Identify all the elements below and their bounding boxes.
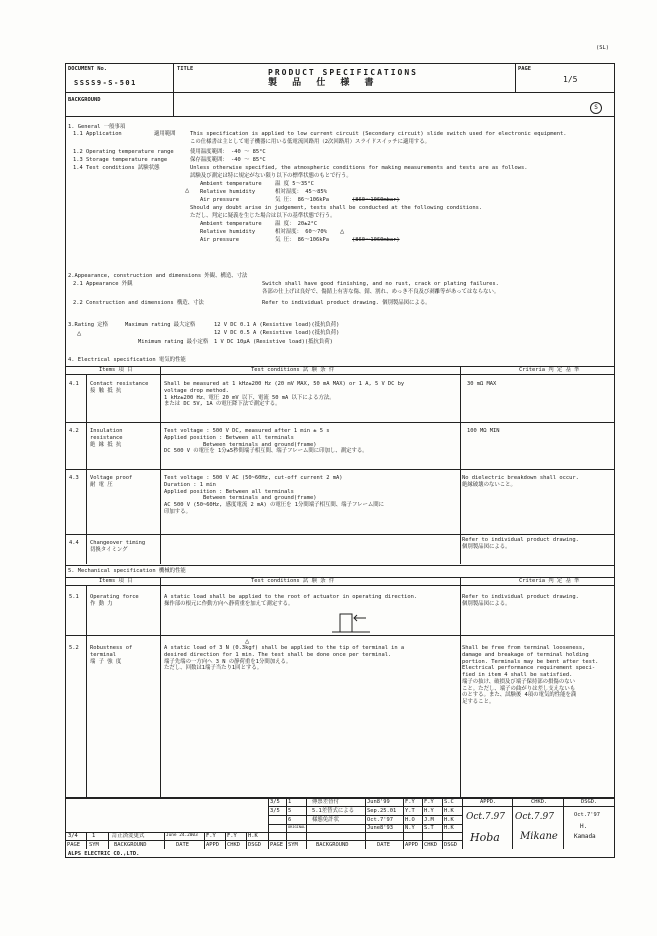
storage-label: 1.3 Storage temperature range [73,157,168,163]
revision-col-line [225,832,226,849]
appearance-text1: Switch shall have good finishing, and no rust, crack or plating failures. [262,281,499,287]
dsgd-initial: H. [580,823,588,830]
revision-col-line [164,832,165,849]
electrical-row-divider [65,469,614,470]
dsgd-name: Kamada [574,833,596,840]
rev-col-bg: BACKGROUND [316,842,349,848]
application-jp: この仕様書は主として電子機器に用いる低電流回路用（2次回路用）スライドスイッチに適用する。 [190,139,431,145]
row-no: 5.2 [69,645,79,651]
company-name: ALPS ELECTRIC CO.,LTD. [68,851,140,857]
doubt-text1: Should any doubt arise in judgement, tests shall be conducted at the following conditions. [190,205,483,211]
rev-col-appd: APPD [206,842,219,848]
rev-sym: 5 [288,808,292,814]
appd-signature: Hoba [470,831,500,844]
mechanical-col-criteria: Criteria 判 定 基 準 [519,578,580,584]
revision-col-line [442,797,443,849]
electrical-col-criteria: Criteria 判 定 基 準 [519,367,580,373]
mechanical-col-items: Items 項 目 [99,578,133,584]
min-rating-label: Minimum rating 最小定格 [138,339,209,345]
appd-label: APPD. [480,799,497,805]
rev-sym: 6 [288,817,292,823]
humidity2-label: Relative humidity [200,229,256,235]
rev-col-sym: SYM [288,842,298,848]
rev-col-dsgd: DSGD [444,842,457,848]
appd-date: Oct.7.97 [466,812,505,822]
row-test: Shall be measured at 1 kHz±200 Hz (20 mV MAX, 50 mA MAX) or 1 A, 5 V DC by voltage drop method. 1 kHz±200 Hz、電圧 20 mV 以下、電流 50 mA 以下による方法。 または DC 5V, 1A の電圧降下法で測定する。 [164,381,405,408]
title-jp: 製 品 仕 様 書 [268,78,380,88]
row-test: Test voltage : 500 V AC (50~60Hz, cut-off current 2 mA) Duration : 1 min Applied position : Between all terminals Between terminals and ground(frame) AC 500 V (50~60Hz, 感度電流 2 mA) の電圧を 1分間端子相互間、端子フレーム間に 印加する。 [164,475,385,515]
rev-date: June 24.2003 [166,833,198,838]
electrical-col-items: Items 項 目 [99,367,133,373]
rev-col-dsgd: DSGD [248,842,261,848]
ambient-value: 温 度 5～35°C [275,181,314,187]
dsgd-label: DSGD. [581,799,598,805]
rev-date: Sep.25.01 [367,808,397,814]
electrical-heading: 4. Electrical specification 電気的性能 [68,357,186,363]
test-cond-label: 1.4 Test conditions 試験状態 [73,165,160,171]
doc-no: SSSS9-S-501 [74,79,137,87]
rev-appd: F.Y [206,833,216,839]
max-rating-label: Maximum rating 最大定格 [125,322,196,328]
rev-sym: 1 [92,833,96,839]
row-test: A static load of 3 N (0.3kgf) shall be applied to the tip of terminal in a desired direction for 1 min. The test shall be done once per terminal. 端子先端の一方向へ 3 N の静荷重を1分間加える。 ただし、回数は1端子当たり1回とする。 [164,645,405,672]
mechanical-col-no [86,585,87,797]
revision-col-line [204,832,205,849]
electrical-row-divider [65,534,614,535]
mechanical-col-test: Test conditions 試 験 条 件 [251,578,335,584]
rev-col-chkd: CHKD [424,842,437,848]
humidity-label: Relative humidity [200,189,256,195]
rev-col-sym: SYM [89,842,99,848]
rev-appd: H.O [405,817,415,823]
rev-dsgd: H.K [248,833,258,839]
pressure-label: Air pressure [200,197,239,203]
pressure-struck: (860～1060mbar) [352,197,400,203]
pressure2-struck: (860～1060mbar) [352,237,400,243]
row-item: Voltage proof 耐 電 圧 [90,475,133,488]
rev-dsgd: H.K [444,808,454,814]
revision-col-line [108,832,109,849]
min-rating-line: 1 V DC 10μA (Resistive load)(抵抗負荷) [214,339,333,345]
revision-col-line [246,832,247,849]
dsgd-date: Oct.7'97 [574,812,600,818]
rev-bg: 訂正済変更式 [112,833,145,839]
rev-chkd: F.Y [424,799,434,805]
ambient-label: Ambient temperature [200,181,262,187]
rev-sym: ORIGINAL [288,825,306,829]
rev-date: June8'93 [367,825,393,831]
rating-label: 3.Rating 定格 [68,322,108,328]
chkd-signature: Mikane [520,831,558,842]
rev-col-page: PAGE [270,842,283,848]
doubt-text2: ただし、判定に疑義を生じた場合は以下の基準状態で行う。 [190,213,336,219]
rev-dsgd: H.K [444,817,454,823]
rev-bg: 傳票差替付 [312,799,339,805]
row-item: Robustness of terminal 端 子 強 度 [90,645,133,665]
application-jp-label: 適用範囲 [154,131,176,137]
max-rating-line2: 12 V DC 0.5 A (Resistive load)(抵抗負荷) [214,330,340,336]
revision-triangle-icon: △ [77,329,82,337]
construction-label: 2.2 Construction and dimensions 構造、寸法 [73,300,204,306]
pressure2-label: Air pressure [200,237,239,243]
header-page-divider [515,63,516,92]
row-test: A static load shall be applied to the root of actuator in operating direction. 操作部の根元に作動方向へ静荷重を加えて測定する。 [164,594,418,607]
chkd-date: Oct.7.97 [515,812,554,822]
rev-dsgd: S.C [444,799,454,805]
rev-bg: 5.1差替式による [312,808,355,814]
revision-col-line [306,797,307,849]
revision-col-line [268,797,269,849]
rev-col-date: DATE [176,842,189,848]
rev-sym: 1 [288,799,292,805]
revision-col-line [86,832,87,849]
appearance-heading: 2.Appearance, construction and dimensions 外観、構造、寸法 [68,273,248,279]
header-col-divider [173,63,174,116]
row-criteria: Refer to individual product drawing. 個別製品図による。 [462,537,579,550]
appearance-label: 2.1 Appearance 外観 [73,281,133,287]
general-heading: 1. General 一般事項 [68,124,126,130]
revision-top-line [65,797,614,798]
rev-appd: F.Y [405,799,415,805]
storage-value: 保存温度範囲： -40 ～ 85°C [190,157,266,163]
row-no: 4.4 [69,540,79,546]
electrical-row-divider [65,422,614,423]
rev-mark: 3/4 [68,833,78,839]
page-value: 1/5 [563,75,578,84]
op-temp-label: 1.2 Operating temperature range [73,149,174,155]
page-label: PAGE [518,66,531,72]
construction-text: Refer to individual product drawing. 個別製品図による。 [262,300,431,306]
op-temp-value: 使用温度範囲： -40 ～ 85°C [190,149,266,155]
pressure-value: 気 圧： 86～106kPa [275,197,330,203]
mechanical-row-divider [65,635,614,636]
mechanical-header-divider [65,585,614,586]
mechanical-col-test [460,577,461,797]
row-criteria: No dielectric breakdown shall occur. 絶縁破壊のないこと。 [462,475,579,488]
ambient2-label: Ambient temperature [200,221,262,227]
revision-triangle-icon: △ [340,227,345,235]
revision-col-line [365,797,366,849]
background-label: BACKGROUND [68,97,101,103]
max-rating-line1: 12 V DC 0.1 A (Resistive load)(抵抗負荷) [214,322,340,328]
rev-col-date: DATE [377,842,390,848]
rev-col-appd: APPD [405,842,418,848]
revision-col-line [422,797,423,849]
test-cond-text1: Unless otherwise specified, the atmospheric conditions for making measurements and tests are as follows. [190,165,528,171]
rev-chkd: S.T [424,825,434,831]
application-en: This specification is applied to low current circuit (Secondary circuit) slide switch used for electronic equipment. [190,131,567,137]
ambient2-value: 温 度： 20±2°C [275,221,318,227]
row-criteria: Refer to individual product drawing. 個別製品図による。 [462,594,579,607]
row-no: 4.3 [69,475,79,481]
rev-bg: 様態免許状 [312,817,339,823]
doc-no-label: DOCUMENT No. [68,66,107,72]
electrical-col-test: Test conditions 試 験 条 件 [251,367,335,373]
row-criteria: Shall be free from terminal looseness, damage and breakage of terminal holding portion. Terminals may be bent after test. Electrical performance requirement speci- fied in item 4 shall be satisfied. 端子の抜け、破損及び端子保持部の損傷のない こと。ただし、端子の曲がりは差し支えないも のとする。また、試験後 4項の電気的性能を満 足すること。 [462,645,599,705]
chkd-label: CHKD. [531,799,548,805]
rev-chkd: H.Y [424,808,434,814]
mechanical-heading: 5. Mechanical specification 機械的性能 [68,568,186,574]
row-no: 4.1 [69,381,79,387]
revision-col-line [403,797,404,849]
rev-chkd: F.Y [227,833,237,839]
row-test: Test voltage : 500 V DC, measured after 1 min ± 5 s Applied position : Between all terminals Between terminals and ground(frame) DC 500 V の電圧を 1分±5秒間端子相互間、端子フレーム間に印加し、測定する。 [164,428,368,455]
test-cond-text2: 試験及び測定は特に規定がない限り以下の標準状態のもとで行う。 [190,173,352,179]
revision-col-line [286,797,287,849]
humidity2-value: 相対湿度： 60～70% [275,229,327,235]
rev-mark: 3/5 [270,808,280,814]
revision-col-line [462,797,463,849]
row-no: 4.2 [69,428,79,434]
row-no: 5.1 [69,594,79,600]
revision-triangle-icon: △ [185,186,190,194]
rev-date: Oct.7'97 [367,817,393,823]
rev-chkd: J.M [424,817,434,823]
background-divider [65,116,614,117]
rev-date: Jun8'99 [367,799,390,805]
humidity-value: 相対湿度： 45～85% [275,189,327,195]
corner-mark: (SL) [596,45,609,51]
row-item: Insulation resistance 絶 縁 抵 抗 [90,428,123,448]
title-label: TITLE [177,66,194,72]
row-item: Contact resistance 接 触 抵 抗 [90,381,149,394]
revision-triangle-icon: △ [245,637,250,645]
mechanical-col-item [160,577,161,797]
row-item: Changeover timing 切換タイミング [90,540,146,553]
title-en: PRODUCT SPECIFICATIONS [268,68,418,77]
rev-appd: N.Y [405,825,415,831]
rev-mark: 3/5 [270,799,280,805]
row-criteria: 30 mΩ MAX [467,381,497,387]
revision-s-mark: S [590,102,602,114]
rev-dsgd: H.K [444,825,454,831]
electrical-header-divider [65,374,614,375]
revision-col-line [512,797,513,849]
rev-col-page: PAGE [67,842,80,848]
pressure2-value: 気 圧： 86～106kPa [275,237,330,243]
header-divider [65,92,614,93]
rev-col-bg: BACKGROUND [114,842,147,848]
appearance-text2: 各部の仕上げは良好で、傷錆上有害な傷、錆、割れ、めっき不良及び剥離等があってはならない。 [262,289,500,295]
row-item: Operating force 作 動 力 [90,594,139,607]
rev-appd: Y.T [405,808,415,814]
rev-col-chkd: CHKD [227,842,240,848]
row-criteria: 100 MΩ MIN [467,428,500,434]
actuator-diagram [330,608,380,634]
application-label: 1.1 Application [73,131,122,137]
revision-col-line [563,797,564,849]
